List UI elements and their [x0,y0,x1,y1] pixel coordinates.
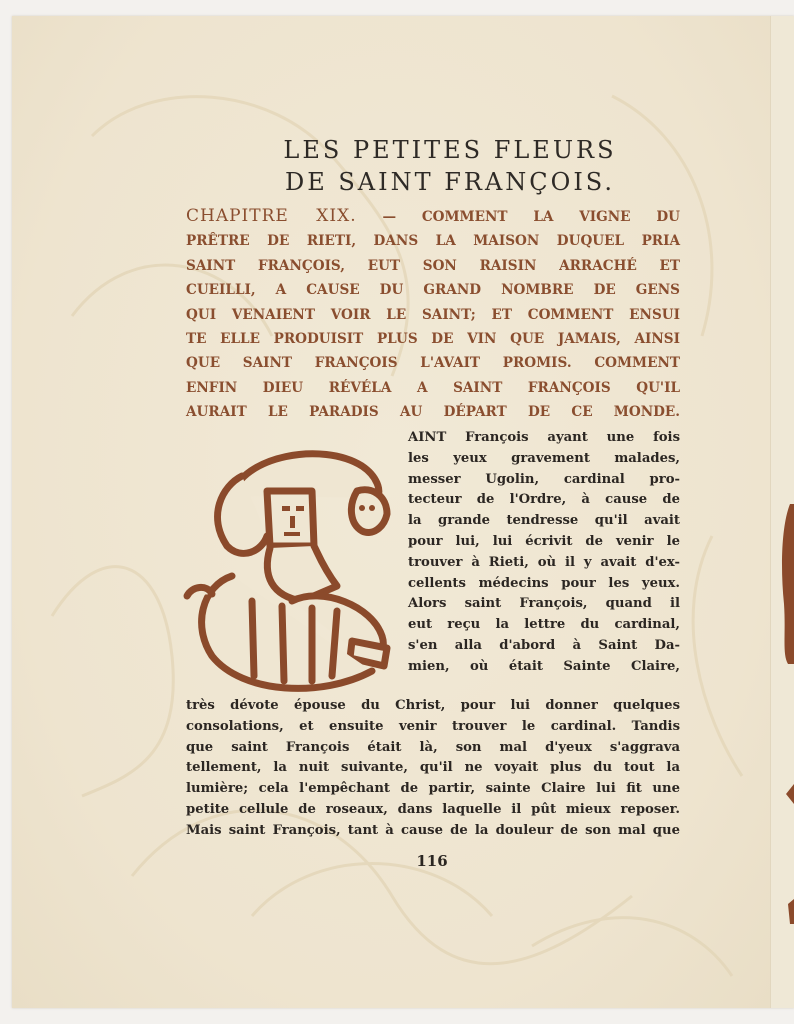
chapter-heading-line: PRÊTRE DE RIETI, DANS LA MAISON DUQUEL PRIA [186,233,680,250]
body-line: pour lui, lui écrivit de venir le [408,533,680,549]
body-line: mien, où était Sainte Claire, [408,658,680,674]
chapter-heading-line: QUE SAINT FRANÇOIS L'AVAIT PROMIS. COMMENT [186,355,680,372]
chapter-heading-line: CUEILLI, A CAUSE DU GRAND NOMBRE DE GENS [186,282,680,299]
body-line: Mais saint François, tant à cause de la douleur de son mal que [186,822,680,838]
book-page [12,16,794,1008]
book-title-line-1: LES PETITES FLEURS [283,136,617,164]
body-line: la grande tendresse qu'il avait [408,513,680,529]
body-line: cellents médecins pour les yeux. [408,575,680,591]
chapter-heading [186,204,680,425]
body-line: lumière; cela l'empêchant de partir, sainte Claire lui fit une [186,781,680,797]
page-number: 116 [416,852,448,870]
chapter-heading-line: CHAPITRE XIX. — COMMENT LA VIGNE DU [186,206,680,226]
body-line: petite cellule de roseaux, dans laquelle il pût mieux reposer. [186,801,680,817]
body-text-column [408,428,680,678]
chapter-heading-line: AURAIT LE PARADIS AU DÉPART DE CE MONDE. [186,404,680,421]
chapter-heading-line: SAINT FRANÇOIS, EUT SON RAISIN ARRACHÉ ET [186,257,680,274]
body-line: AINT François ayant une fois [408,430,680,445]
chapter-heading-line: QUI VENAIENT VOIR LE SAINT; ET COMMENT ENSUI [186,306,680,323]
chapter-heading-line: ENFIN DIEU RÉVÉLA A SAINT FRANÇOIS QU'IL [186,379,680,396]
body-line: messer Ugolin, cardinal pro- [408,471,680,487]
body-line: eut reçu la lettre du cardinal, [408,617,680,633]
book-title-line-2: DE SAINT FRANÇOIS. [284,168,616,196]
chapter-heading-line: TE ELLE PRODUISIT PLUS DE VIN QUE JAMAIS, AINSI [186,331,680,348]
body-line: les yeux gravement malades, [408,450,680,466]
illuminated-drop-cap-s-icon [172,436,408,700]
body-line: Alors saint François, quand il [408,596,680,612]
left-page [12,16,770,1008]
body-line: tecteur de l'Ordre, à cause de [408,492,680,508]
body-line: s'en alla d'abord à Saint Da- [408,637,680,653]
facing-page-ornament-icon [776,504,794,924]
body-line: que saint François était là, son mal d'yeux s'aggrava [186,739,680,755]
body-line: trouver à Rieti, où il y avait d'ex- [408,554,680,570]
body-line: tellement, la nuit suivante, qu'il ne voyait plus du tout la [186,760,680,776]
body-text-full-width [186,696,680,842]
body-line: très dévote épouse du Christ, pour lui donner quelques [186,698,680,713]
body-line: consolations, et ensuite venir trouver le cardinal. Tandis [186,718,680,734]
book-title [180,134,720,198]
chapter-label: CHAPITRE XIX. [186,206,357,226]
